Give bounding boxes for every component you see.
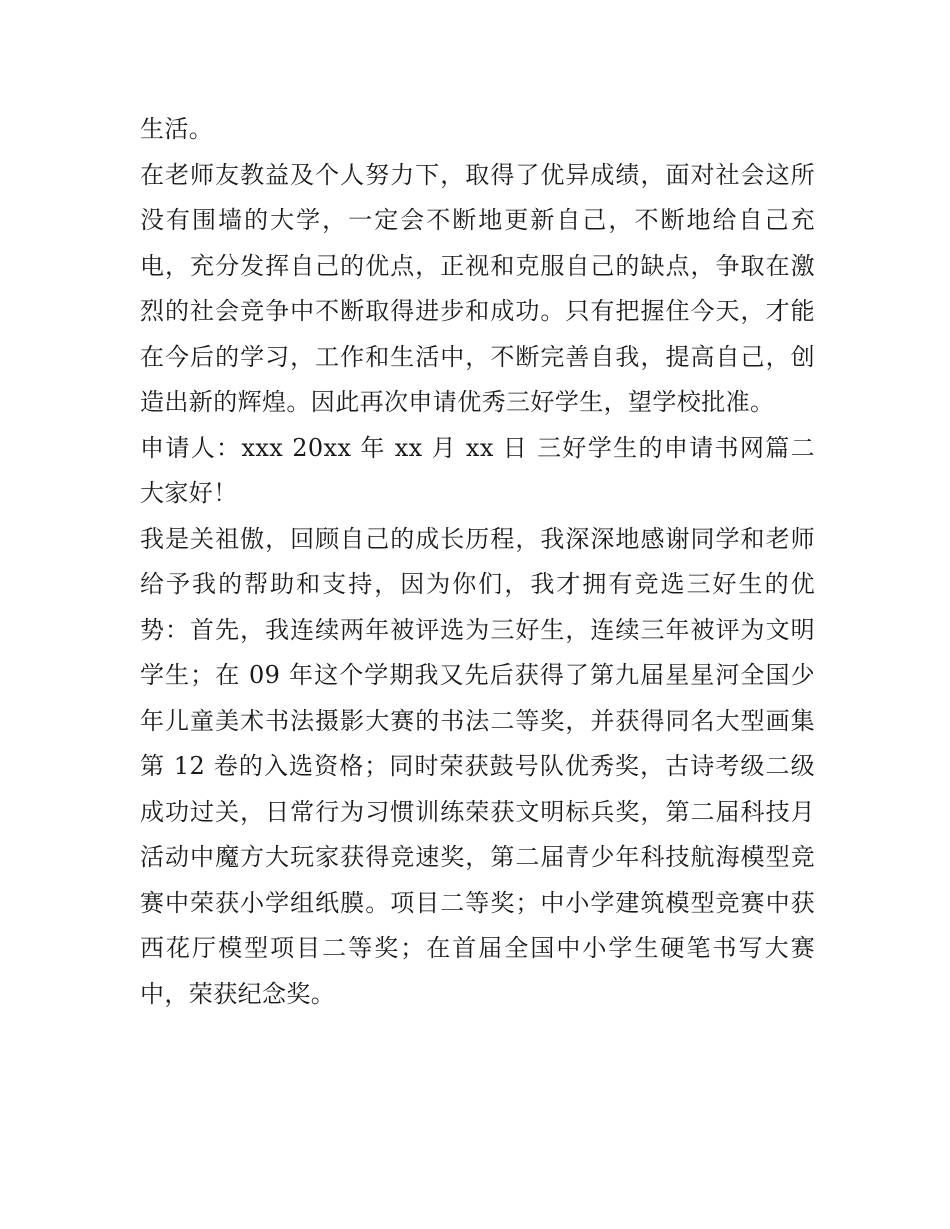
paragraph-signature-and-heading: 申请人：xxx 20xx 年 xx 月 xx 日 三好学生的申请书网篇二 大家好！	[140, 433, 815, 507]
paragraph-achievements: 我是关祖傲，回顾自己的成长历程，我深深地感谢同学和老师给予我的帮助和支持，因为你们，我才拥有竞选三好生的优势：首先，我连续两年被评选为三好生，连续三年被评为文明学生；在 09 年这个学期我又先后获得了第九届星星河全国少年儿童美术书法摄影大赛的书法二等奖，并获得同名大型画集第 12 卷的入选资格；同时荣获鼓号队优秀奖，古诗考级二级成功过关，日常行为习惯训练荣获文明标兵奖，第二届科技月活动中魔方大玩家获得竞速奖，第二届青少年科技航海模型竞赛中荣获小学组纸膜。项目二等奖；中小学建筑模型竞赛中获西花厅模型项目二等奖；在首届全国中小学生硬笔书写大赛中，荣获纪念奖。	[140, 524, 815, 1008]
paragraph-continuation: 生活。	[140, 115, 214, 143]
paragraph-application-closing: 在老师友教益及个人努力下，取得了优异成绩，面对社会这所没有围墙的大学，一定会不断地更新自己，不断地给自己充电，充分发挥自己的优点，正视和克服自己的缺点，争取在激烈的社会竞争中不断取得进步和成功。只有把握住今天，才能在今后的学习，工作和生活中，不断完善自我，提高自己，创造出新的辉煌。因此再次申请优秀三好学生，望学校批准。	[140, 160, 815, 416]
document-body	[140, 107, 815, 1017]
